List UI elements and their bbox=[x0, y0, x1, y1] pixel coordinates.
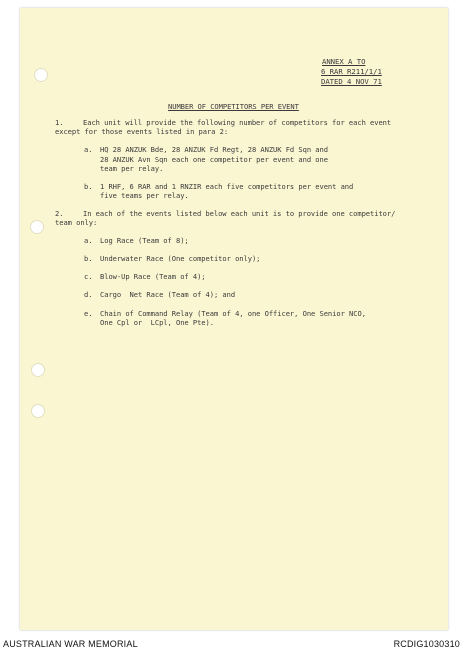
para-1a-line-1: HQ 28 ANZUK Bde, 28 ANZUK Fd Regt, 28 ANZUK Fd Sqn and bbox=[100, 145, 328, 154]
para-1a-line-3: team per relay. bbox=[100, 164, 164, 173]
para-2c-label: c. bbox=[84, 272, 93, 281]
para-1a-line-2: 28 ANZUK Avn Sqn each one competitor per event and one bbox=[100, 155, 328, 164]
archive-credit: AUSTRALIAN WAR MEMORIAL bbox=[3, 639, 138, 649]
para-2e-label: e. bbox=[84, 309, 93, 318]
archive-reference-id: RCDIG1030310 bbox=[393, 639, 460, 649]
punch-hole bbox=[34, 68, 48, 82]
para-1b-label: b. bbox=[84, 182, 93, 191]
para-2-line-2: team only: bbox=[55, 218, 98, 227]
annex-line-2: 6 RAR R211/1/1 bbox=[321, 67, 382, 76]
annex-line-1: ANNEX A TO bbox=[322, 57, 366, 66]
para-1a-label: a. bbox=[84, 145, 93, 154]
para-1-line-2: except for those events listed in para 2: bbox=[55, 127, 229, 136]
para-1b-line-1: 1 RHF, 6 RAR and 1 RNZIR each five competitors per event and bbox=[100, 182, 354, 191]
para-2b-text: Underwater Race (One competitor only); bbox=[100, 254, 261, 263]
para-2d-text: Cargo Net Race (Team of 4); and bbox=[100, 290, 236, 299]
punch-hole bbox=[31, 363, 45, 377]
para-2a-label: a. bbox=[84, 236, 93, 245]
para-1b-line-2: five teams per relay. bbox=[100, 191, 189, 200]
para-1-number: 1. bbox=[55, 118, 64, 127]
punch-hole bbox=[30, 220, 44, 234]
para-2c-text: Blow-Up Race (Team of 4); bbox=[100, 272, 206, 281]
punch-hole bbox=[31, 404, 45, 418]
annex-line-3: DATED 4 NOV 71 bbox=[321, 77, 382, 86]
para-2b-label: b. bbox=[84, 254, 93, 263]
para-2d-label: d. bbox=[84, 290, 93, 299]
para-2e-line-2: One Cpl or LCpl, One Pte). bbox=[100, 318, 214, 327]
para-2-line-1: In each of the events listed below each unit is to provide one competitor/ bbox=[83, 209, 396, 218]
para-2e-line-1: Chain of Command Relay (Team of 4, one Officer, One Senior NCO, bbox=[100, 309, 366, 318]
para-2a-text: Log Race (Team of 8); bbox=[100, 236, 189, 245]
para-1-line-1: Each unit will provide the following number of competitors for each event bbox=[83, 118, 392, 127]
para-2-number: 2. bbox=[55, 209, 64, 218]
document-title: NUMBER OF COMPETITORS PER EVENT bbox=[168, 102, 299, 111]
